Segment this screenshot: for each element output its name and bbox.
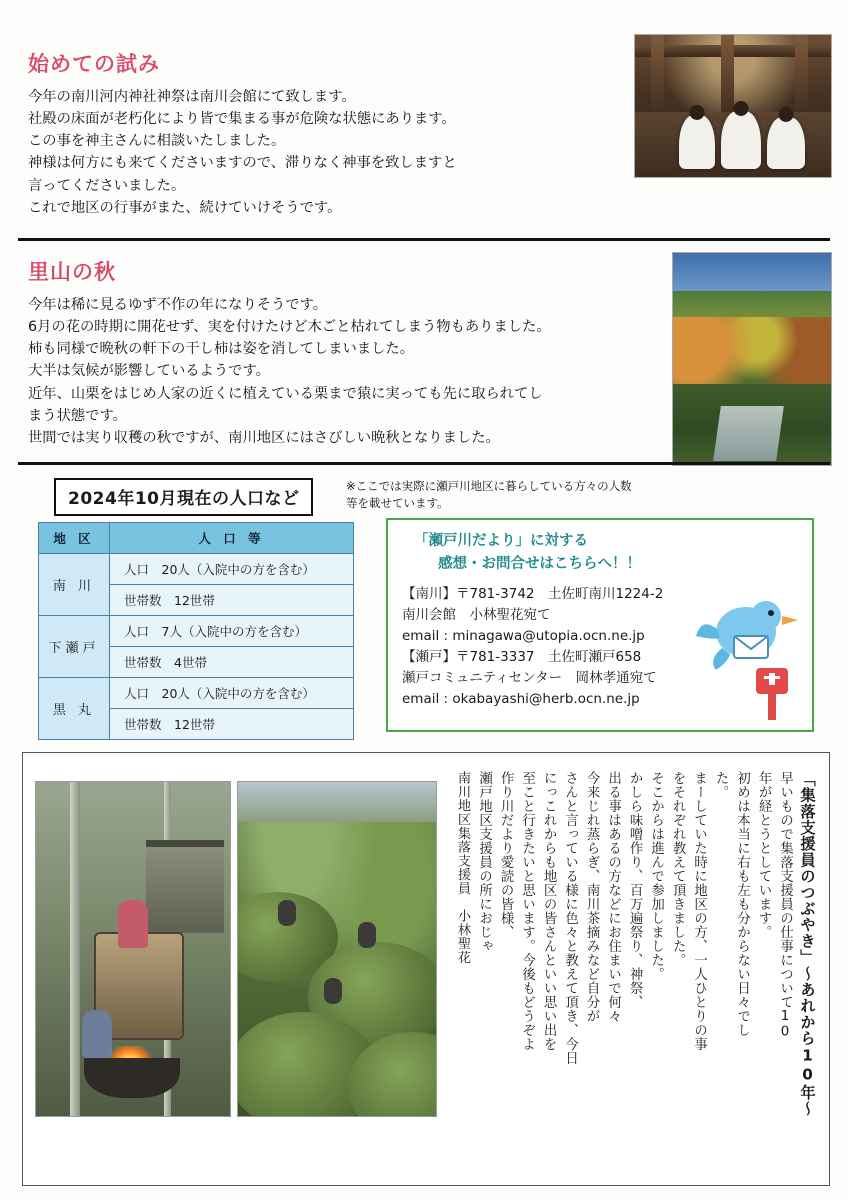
divider-2: [18, 462, 830, 465]
section2-title: 里山の秋: [28, 260, 116, 284]
population-note: ※ここでは実際に瀬戸川地区に暮らしている方々の人数等を載せています。: [346, 479, 632, 510]
mailbox-icon: [750, 664, 794, 722]
section1-line: 神様は何方にも来てくださいますので、滞りなく神事を致しますと: [28, 155, 457, 172]
tea-field-photo: [237, 781, 437, 1117]
table-row: [39, 616, 354, 647]
contact-box: [386, 518, 814, 732]
contact-line: 南川会館 小林聖花宛て: [402, 607, 551, 624]
contact-line: 【瀬戸】〒781-3337 土佐町瀬戸658: [402, 649, 642, 666]
column-line: 瀬戸地区支援員の所におじゃ: [476, 771, 492, 953]
section1-line: これで地区の行事がまた、続けていけそうです。: [28, 199, 342, 216]
row-value: 人口 20人（入院中の方を含む）: [110, 678, 354, 709]
population-table: [38, 522, 354, 740]
column-block: [22, 752, 830, 1186]
row-value: 人口 20人（入院中の方を含む）: [110, 554, 354, 585]
section2-line: 柿も同様で晩秋の軒下の干し柿は姿を消してしまいました。: [28, 341, 415, 358]
shrine-ceremony-photo: [634, 34, 832, 178]
contact-email-minagawa[interactable]: email : minagawa@utopia.ocn.ne.jp: [402, 628, 645, 645]
column-header-area: 地 区: [39, 523, 110, 554]
column-title: 「集落支援員のつぶやき」～あれから10年～: [798, 771, 817, 1117]
column-line: 今来じれ蒸らぎ、南川茶摘みなど自分が: [584, 771, 600, 1023]
section2-line: まう状態です。: [28, 407, 127, 424]
row-value: 世帯数 4世帯: [110, 647, 354, 678]
row-area-label: 下瀬戸: [39, 616, 110, 678]
population-heading: 2024年10月現在の人口など: [68, 489, 300, 509]
contact-email-okabayashi[interactable]: email : okabayashi@herb.ocn.ne.jp: [402, 690, 640, 707]
section2-line: 大半は気候が影響しているようです。: [28, 363, 270, 380]
column-line: た。: [713, 771, 729, 799]
column-line: 出る事はあるの方などにお住まいで何々: [605, 771, 621, 1023]
contact-title-line2: 感想・お問合せはこちらへ！！: [438, 556, 641, 573]
section-first-attempt: [28, 48, 628, 219]
section1-line: この事を神主さんに相談いたしました。: [28, 133, 286, 150]
row-value: 世帯数 12世帯: [110, 709, 354, 740]
column-line: をそれぞれ教えて頂きました。: [670, 771, 686, 967]
contact-line: 瀬戸コミュニティセンター 岡林孝通宛て: [402, 670, 657, 687]
row-area-label: 黒 丸: [39, 678, 110, 740]
column-line: 早いもので集落支援員の仕事について10: [777, 771, 793, 1041]
section2-line: 6月の花の時期に開花せず、実を付けたけど木ごと枯れてしまう物もありました。: [28, 319, 551, 336]
divider-1: [18, 238, 830, 241]
column-line: 年が経とうとしています。: [756, 771, 772, 939]
column-header-population: 人 口 等: [110, 523, 354, 554]
contact-title: [388, 520, 812, 576]
column-line: 初めは本当に右も左も分からない日々でし: [734, 771, 750, 1037]
column-line: にっこれからも地区の皆さんといい思い出を: [541, 771, 557, 1051]
table-row: [39, 554, 354, 585]
column-line: かしら味噌作り、百万遍祭り、神祭、: [627, 771, 643, 1009]
section1-title: 始めての試み: [28, 52, 160, 76]
column-line: 作り川だより愛読の皆様、: [498, 771, 514, 939]
table-row: [39, 678, 354, 709]
row-value: 世帯数 12世帯: [110, 585, 354, 616]
row-area-label: 南 川: [39, 554, 110, 616]
population-heading-box: [54, 478, 313, 516]
column-line: まーしていた時に地区の方、一人ひとりの事: [691, 771, 707, 1051]
section2-line: 世間では実り収穫の秋ですが、南川地区にはさびしい晩秋となりました。: [28, 429, 500, 446]
column-line: そこからは進んで参加しました。: [648, 771, 664, 981]
vertical-column-text: [451, 771, 819, 1175]
contact-title-line1: 「瀬戸川だより」に対する: [414, 533, 588, 549]
column-signature: 南川地区集落支援員 小林聖花: [455, 771, 471, 965]
table-header-row: [39, 523, 354, 554]
section1-line: 今年の南川河内神社神祭は南川会館にて致します。: [28, 89, 356, 105]
section-satoyama-autumn: [28, 256, 668, 449]
row-value: 人口 7人（入院中の方を含む）: [110, 616, 354, 647]
section1-line: 言ってくださいました。: [28, 177, 186, 194]
contact-line: 【南川】〒781-3742 土佐町南川1224-2: [402, 586, 664, 603]
column-line: 至こと行きたいと思います。今後もどうぞよ: [519, 771, 535, 1051]
well-work-photo: [35, 781, 231, 1117]
autumn-valley-photo: [672, 252, 832, 466]
section2-line: 今年は稀に見るゆず不作の年になりそうです。: [28, 297, 328, 313]
column-line: さんと言っている様に色々と教えて頂き、今日: [562, 771, 578, 1065]
section1-line: 社殿の床面が老朽化により皆で集まる事が危険な状態にあります。: [28, 111, 456, 128]
section2-line: 近年、山栗をはじめ人家の近くに植えている栗まで猿に実っても先に取られてし: [28, 385, 543, 402]
